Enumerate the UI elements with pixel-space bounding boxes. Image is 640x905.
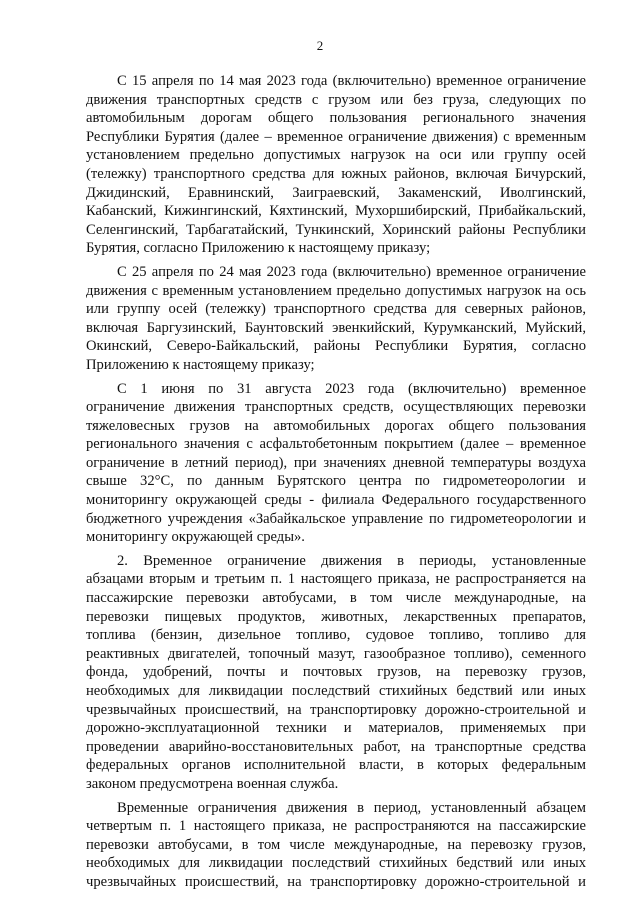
text-line: фонда, удобрений, почты и почтовых грузов, на перевозку грузов,	[86, 664, 586, 681]
text-line: необходимых для ликвидации последствий стихийных бедствий или иных	[86, 855, 586, 872]
text-line: регионального значения с асфальтобетонным покрытием (далее – временное	[86, 436, 586, 453]
text-line: Кабанский, Кижингинский, Кяхтинский, Мухоршибирский, Прибайкальский,	[86, 203, 586, 220]
text-line: Временные ограничения движения в период, установленный абзацем	[117, 799, 586, 816]
text-line: перевозки автобусами, в том числе международные, на перевозку грузов,	[86, 836, 586, 853]
text-line: перевозки пищевых продуктов, животных, лекарственных препаратов,	[86, 608, 586, 625]
text-line: (тележку) транспортного средства для южных районов, включая Бичурский,	[86, 165, 586, 182]
text-line: чрезвычайных происшествий, на транспортировку дорожно-строительной и	[86, 873, 586, 890]
text-line: четвертым п. 1 настоящего приказа, не распространяются на пассажирские	[86, 818, 586, 835]
text-line: Селенгинский, Тарбагатайский, Тункинский, Хоринский районы Республики	[86, 221, 586, 238]
paragraph	[86, 72, 586, 258]
text-line: абзацами вторым и третьим п. 1 настоящего приказа, не распространяется на	[86, 571, 586, 588]
text-line: федеральных органов исполнительной власти, в которых федеральным	[86, 757, 586, 774]
text-line: топлива (бензин, дизельное топливо, судовое топливо, топливо для	[86, 627, 586, 644]
document-body	[86, 72, 586, 892]
text-line: тяжеловесных грузов на автомобильных дорогах общего пользования	[86, 417, 586, 434]
text-line: законом предусмотрена военная служба.	[86, 775, 339, 792]
text-line: или группу осей (тележку) транспортного средства для северных районов,	[86, 301, 586, 318]
text-line: движения транспортных средств с грузом или без груза, следующих по	[86, 91, 586, 108]
text-line: С 1 июня по 31 августа 2023 года (включительно) временное	[117, 380, 586, 397]
paragraph	[86, 799, 586, 892]
text-line: ограничение в летний период), при значениях дневной температуры воздуха	[86, 454, 586, 471]
text-line: чрезвычайных происшествий, на транспортировку дорожно-строительной и	[86, 701, 586, 718]
text-line: ограничение движения транспортных средств, осуществляющих перевозки	[86, 399, 586, 416]
text-line: движения с временным установлением предельно допустимых нагрузок на ось	[86, 282, 586, 299]
paragraph	[86, 263, 586, 375]
text-line: дорожно-эксплуатационной техники и материалов, применяемых при	[86, 720, 586, 737]
text-line: пассажирские перевозки автобусами, в том числе международные, на	[86, 590, 586, 607]
text-line: С 15 апреля по 14 мая 2023 года (включительно) временное ограничение	[117, 73, 586, 89]
paragraph	[86, 380, 586, 547]
text-line: мониторингу окружающей среды - филиала Федерального государственного	[86, 492, 586, 509]
text-line: проведении аварийно-восстановительных работ, на транспортные средства	[86, 738, 586, 755]
text-line: Окинский, Северо-Байкальский, районы Республики Бурятия, согласно	[86, 338, 586, 355]
text-line: автомобильным дорогам общего пользования регионального значения	[86, 110, 586, 127]
text-line: бюджетного учреждения «Забайкальское управление по гидрометеорологии и	[86, 510, 586, 527]
text-line: Бурятия, согласно Приложению к настоящему приказу;	[86, 240, 431, 257]
text-line: включая Баргузинский, Баунтовский эвенкийский, Курумканский, Муйский,	[86, 319, 586, 336]
text-line: 2. Временное ограничение движения в периоды, установленные	[117, 552, 586, 569]
text-line: С 25 апреля по 24 мая 2023 года (включительно) временное ограничение	[117, 263, 586, 280]
text-line: реактивных двигателей, топочный мазут, газообразное топливо), семенного	[86, 645, 586, 662]
text-line: мониторингу окружающей среды».	[86, 529, 305, 546]
text-line: необходимых для ликвидации последствий стихийных бедствий или иных	[86, 683, 586, 699]
text-line: Джидинский, Еравнинский, Заиграевский, Закаменский, Иволгинский,	[86, 184, 586, 201]
text-line: установлением предельно допустимых нагрузок на оси или группу осей	[86, 147, 586, 164]
text-line: Приложению к настоящему приказу;	[86, 356, 315, 373]
text-line: свыше 32°С, по данным Бурятского центра по гидрометеорологии и	[86, 473, 586, 490]
paragraph	[86, 552, 586, 794]
page-number: 2	[316, 38, 324, 53]
text-line: Республики Бурятия (далее – временное ограничение движения) с временным	[86, 128, 586, 145]
